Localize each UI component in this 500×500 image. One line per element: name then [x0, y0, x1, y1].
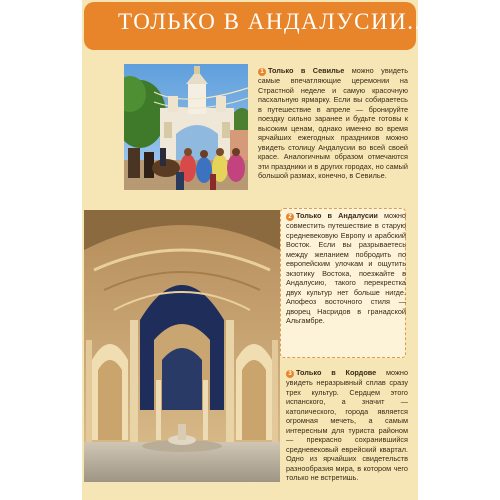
- section-3-number: 3: [286, 370, 294, 378]
- section-3-lead: Только в Кордове: [296, 368, 377, 377]
- section-1-number: 1: [258, 68, 266, 76]
- section-2-lead: Только в Андалусии: [296, 211, 378, 220]
- sevilla-fair-photo: [124, 64, 248, 190]
- page-title: ТОЛЬКО В АНДАЛУСИИ...: [118, 9, 429, 34]
- section-3-text: можно увидеть неразрывный сплав сразу трех культур. Сердцем этого испанского, а значит — католического, города является огромная мечеть, а самым интересным для туриста районом — прекрасно сохранившийся средневековый еврейский квартал. Одно из ярчайших свидетельств разнообразия мира, в котором чего только не встретишь.: [286, 368, 408, 482]
- section-2-paragraph: [286, 211, 406, 326]
- section-3-paragraph: [286, 368, 408, 483]
- section-1-lead: Только в Севилье: [268, 66, 345, 75]
- section-2-number: 2: [286, 213, 294, 221]
- section-1-text: можно увидеть самые впечатляющие церемонии на Страстной неделе и самую красочную пасхальную ярмарку. Если вы собираетесь в путешествие в апреле — бронируйте поездку сильно заранее и будьте готовы к высоким ценам, однако именно во время ярчайших ежегодных праздников можно увидеть столицу Андалусии во всей своей красе. Аналогичным образом отмечаются эти праздники и в других городах, но самый большой размах, конечно, в Севилье.: [258, 66, 408, 180]
- section-1-paragraph: [258, 66, 408, 181]
- section-2-text: можно совместить путешествие в старую средневековую Европу и арабский Восток. Если вы разрываетесь между желанием побродить по европейским улочкам и ощутить экзотику Востока, поезжайте в Андалусию, такого перекрестка двух культур нет больше нигде. Апофеоз восточного стиля — дворец Насридов в гранадской Альгамбре.: [286, 211, 406, 325]
- alhambra-court-of-lions-photo: [84, 210, 280, 482]
